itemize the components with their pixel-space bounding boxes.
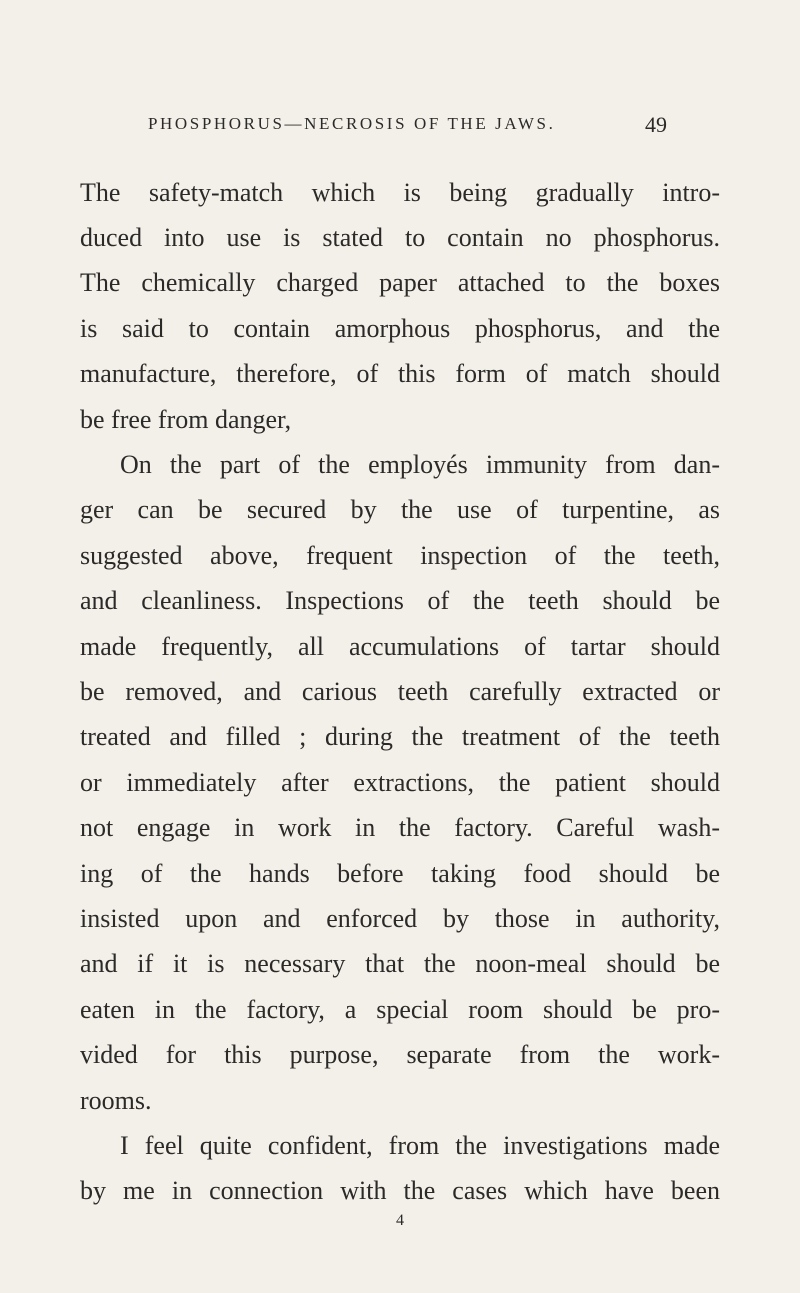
text-line: by me in connection with the cases which have been xyxy=(80,1176,720,1205)
text-line: The chemically charged paper attached to the boxes xyxy=(80,268,720,297)
text-line: and if it is necessary that the noon-meal should be xyxy=(80,949,720,978)
text-line: ger can be secured by the use of turpentine, as xyxy=(80,495,720,524)
text-line: manufacture, therefore, of this form of match should xyxy=(80,359,720,388)
text-line: be removed, and carious teeth carefully extracted or xyxy=(80,677,720,706)
text-line: is said to contain amorphous phosphorus, and the xyxy=(80,314,720,343)
text-line: or immediately after extractions, the patient should xyxy=(80,768,720,797)
signature-mark: 4 xyxy=(396,1212,404,1229)
running-title: PHOSPHORUS—NECROSIS OF THE JAWS. xyxy=(148,114,556,133)
text-line: made frequently, all accumulations of tartar should xyxy=(80,632,720,661)
text-line: On the part of the employés immunity from dan- xyxy=(120,450,720,479)
text-line: rooms. xyxy=(80,1086,152,1115)
text-line: insisted upon and enforced by those in authority, xyxy=(80,904,720,933)
text-line: The safety-match which is being gradually intro- xyxy=(80,178,720,207)
text-line: duced into use is stated to contain no phosphorus. xyxy=(80,223,720,252)
text-line: vided for this purpose, separate from the work- xyxy=(80,1040,720,1069)
text-line: suggested above, frequent inspection of the teeth, xyxy=(80,541,720,570)
text-line: treated and filled ; during the treatment of the teeth xyxy=(80,722,720,751)
page-number: 49 xyxy=(645,112,667,137)
text-line: be free from danger, xyxy=(80,405,292,434)
text-line: ing of the hands before taking food should be xyxy=(80,859,720,888)
text-line: I feel quite confident, from the investigations made xyxy=(120,1131,720,1160)
text-line: and cleanliness. Inspections of the teeth should be xyxy=(80,586,720,615)
text-line: eaten in the factory, a special room should be pro- xyxy=(80,995,720,1024)
text-line: not engage in work in the factory. Careful wash- xyxy=(80,813,720,842)
